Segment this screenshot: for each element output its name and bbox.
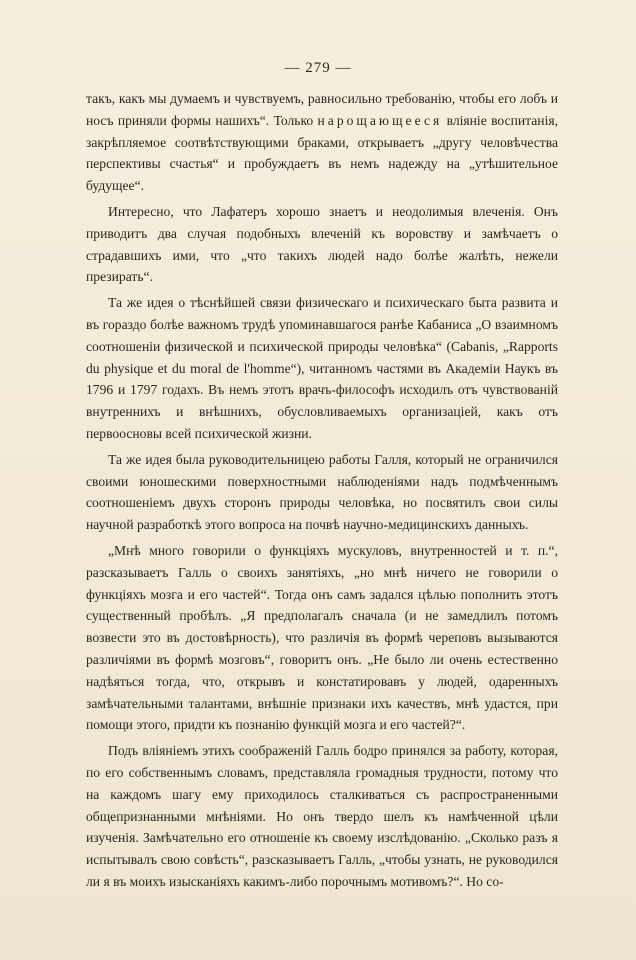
text-segment: „Мнѣ много говорили о функціяхъ мускуловъ, внутренностей и т. п.“, разсказываетъ Галль о своихъ занятіяхъ, „но мнѣ ничего не говорили о функціяхъ мозга и его частей“. Тогда онъ самъ задался цѣлью пополнить этотъ существенный пробѣлъ. „Я предполагалъ сначала (и не замедлилъ потомъ возвести это въ достовѣрность), что различія въ формѣ череповъ вызываются различіями въ формѣ мозговъ“, говоритъ онъ. „Не было ли очень естественно надѣяться тогда, что, открывъ и констатировавъ у людей, одаренныхъ замѣчательными талантами, внѣшніе признаки ихъ качествъ, мнѣ удастся, при помощи этого, придти къ познанію функцій мозга и его частей?“. — [86, 542, 558, 733]
spaced-emphasis: нарощающееся — [317, 112, 443, 128]
paragraph — [86, 540, 558, 736]
text-segment: Та же идея о тѣснѣйшей связи физическаго и психическаго быта развита и въ гораздо болѣе важномъ трудѣ упоминавшагося ранѣе Кабаниса „О взаимномъ соотношеніи физической и психической природы человѣка“ (Cabanis, „Rapports du physique et du moral de l'homme“), читанномъ частями въ Академіи Наукъ въ 1796 и 1797 годахъ. Въ немъ этотъ врачъ-философъ исходилъ отъ чувствованій внутреннихъ и внѣшнихъ, обусловливаемыхъ организаціей, какъ отъ первоосновы всей психической жизни. — [86, 295, 558, 441]
page-number: — 279 — — [284, 60, 352, 76]
text-segment: вліяніе воспитанія, закрѣпляемое соотвѣтствующими браками, открываетъ „другу человѣчества перспективы счастья“ и пробуждаетъ въ немъ надежду на „утѣшительное будущее“. — [86, 112, 558, 194]
paragraph — [86, 449, 558, 536]
body-text — [86, 88, 558, 893]
paragraph — [86, 740, 558, 893]
text-segment: Интересно, что Лафатеръ хорошо знаетъ и неодолимыя влеченія. Онъ приводитъ два случая подобныхъ влеченій къ воровству и замѣчаетъ о страдавшихъ ими, что „что такихъ людей надо болѣе жалѣть, нежели презирать“. — [86, 203, 558, 285]
text-segment: Подъ вліяніемъ этихъ соображеній Галль бодро принялся за работу, которая, по его собственнымъ словамъ, представляла громадныя трудности, потому что на каждомъ шагу ему приходилось сталкиваться съ распространенными общепризнанными мнѣніями. Но онъ твердо шелъ къ намѣченной цѣли изученія. Замѣчательно его отношеніе къ своему изслѣдованію. „Сколько разъ я испытывалъ свою совѣсть“, разсказываетъ Галль, „чтобы узнать, не руководился ли я въ моихъ изысканіяхъ какимъ-либо порочнымъ мотивомъ?“. Но со- — [86, 743, 558, 889]
paragraph — [86, 292, 558, 445]
text-segment: Та же идея была руководительницею работы Галля, который не ограничился своими юношескими поверхностными наблюденіями надъ подмѣченнымъ соотношеніемъ двухъ сторонъ природы человѣка, но посвятилъ свои силы научной разработкѣ этого вопроса на почвѣ научно-медицинскихъ данныхъ. — [86, 451, 558, 533]
paragraph — [86, 88, 558, 197]
paragraph — [86, 201, 558, 288]
text-segment: такъ, какъ мы думаемъ и чувствуемъ, равносильно требованію, чтобы его лобъ и носъ приняли формы нашихъ“. Только — [86, 91, 558, 128]
